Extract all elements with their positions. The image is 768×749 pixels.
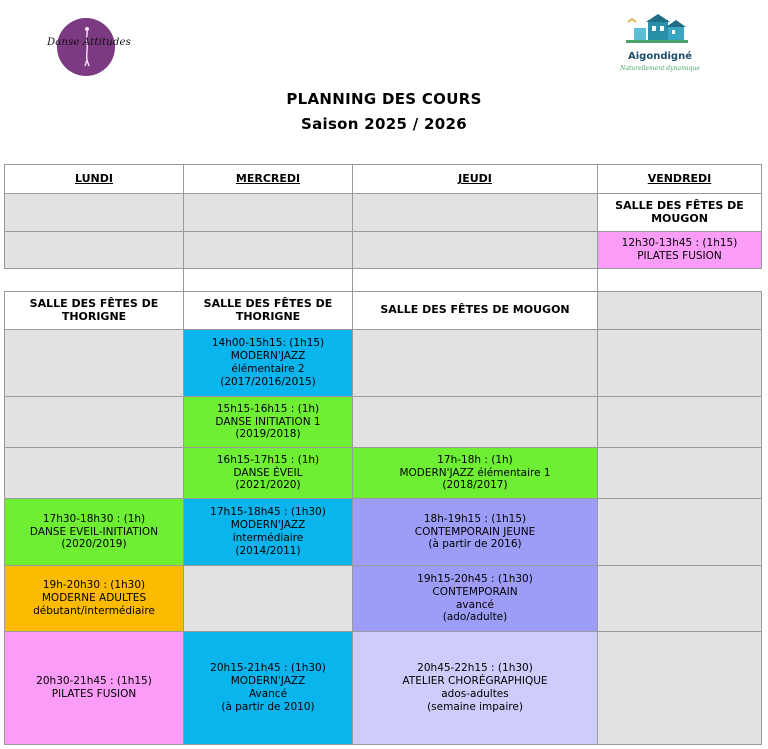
course-years: (à partir de 2010) — [221, 700, 315, 713]
course-level: Avancé — [248, 688, 288, 700]
empty-cell — [4, 447, 184, 499]
course-time: 12h30-13h45 : (1h15) — [621, 237, 738, 250]
course-mer-modern-elem2 — [183, 329, 353, 397]
course-time: 14h00-15h15: (1h15) — [211, 337, 325, 350]
empty-cell — [183, 193, 353, 232]
empty-cell — [352, 231, 598, 269]
course-mer-initiation1 — [183, 396, 353, 448]
course-time: 19h-20h30 : (1h30) — [42, 579, 146, 592]
houses-icon — [622, 14, 692, 48]
course-time: 20h30-21h45 : (1h15) — [36, 675, 152, 688]
course-years: (2018/2017) — [442, 479, 508, 492]
venue-vendredi: SALLE DES FÊTES DE MOUGON — [597, 193, 762, 232]
course-vendredi-pilates — [597, 231, 762, 269]
page-subtitle: Saison 2025 / 2026 — [300, 115, 468, 133]
course-name: MODERN'JAZZ — [230, 350, 306, 363]
course-name: MODERNE ADULTES — [41, 592, 147, 605]
course-years: (ado/adulte) — [442, 611, 508, 624]
course-level: intermédiaire — [232, 532, 304, 544]
empty-cell — [597, 396, 762, 448]
empty-cell — [352, 193, 598, 232]
danse-attitudes-logo — [34, 18, 144, 78]
course-time: 17h15-18h45 : (1h30) — [210, 506, 326, 519]
course-mer-eveil — [183, 447, 353, 499]
course-time: 17h30-18h30 : (1h) — [42, 512, 146, 525]
empty-cell — [4, 396, 184, 448]
course-years: (2017/2016/2015) — [220, 375, 316, 388]
course-time: 19h15-20h45 : (1h30) — [417, 572, 533, 585]
aigondigne-logo — [600, 10, 720, 74]
course-name: DANSE EVEIL-INITIATION — [29, 525, 159, 538]
empty-cell — [4, 329, 184, 397]
course-years: (à partir de 2016) — [428, 538, 522, 551]
empty-cell — [597, 498, 762, 566]
course-name: PILATES FUSION — [637, 250, 722, 262]
empty-cell — [183, 231, 353, 269]
empty-cell — [4, 231, 184, 269]
course-mer-modern-avance — [183, 631, 353, 745]
course-jeu-modern-elem1 — [352, 447, 598, 499]
course-level: élémentaire 2 — [231, 363, 305, 375]
course-years: (2019/2018) — [235, 428, 301, 441]
venue-jeudi: SALLE DES FÊTES DE MOUGON — [352, 291, 598, 330]
course-level: avancé — [456, 598, 494, 611]
course-jeu-contemporain-jeune — [352, 498, 598, 566]
course-jeu-atelier-choregraphique — [352, 631, 598, 745]
course-time: 16h15-17h15 : (1h) — [216, 453, 320, 466]
empty-cell — [597, 631, 762, 745]
empty-cell — [183, 565, 353, 632]
course-name: MODERN'JAZZ — [230, 519, 306, 532]
course-note: (semaine impaire) — [427, 700, 523, 713]
empty-cell — [597, 565, 762, 632]
course-time: 15h15-16h15 : (1h) — [216, 402, 320, 415]
logo-tagline: Naturellement dynamique — [620, 65, 700, 72]
header-lundi: LUNDI — [4, 164, 184, 194]
header-mercredi: MERCREDI — [183, 164, 353, 194]
venue-mercredi: SALLE DES FÊTES DE THORIGNE — [183, 291, 353, 330]
course-jeu-contemporain-avance — [352, 565, 598, 632]
empty-cell — [597, 329, 762, 397]
course-time: 20h15-21h45 : (1h30) — [210, 662, 326, 675]
course-name: MODERN'JAZZ élémentaire 1 — [399, 466, 551, 479]
header-jeudi: JEUDI — [352, 164, 598, 194]
empty-cell — [597, 291, 762, 330]
venue-lundi: SALLE DES FÊTES DE THORIGNE — [4, 291, 184, 330]
header-vendredi: VENDREDI — [597, 164, 762, 194]
spacer-cell — [352, 268, 598, 292]
empty-cell — [352, 396, 598, 448]
empty-cell — [4, 193, 184, 232]
spacer-cell — [183, 268, 353, 292]
course-time: 17h-18h : (1h) — [437, 453, 513, 466]
course-name: DANSE INITIATION 1 — [215, 415, 321, 428]
logo-text: Danse Attitudes — [47, 37, 131, 48]
course-years: (2021/2020) — [235, 479, 301, 492]
course-name: CONTEMPORAIN JEUNE — [414, 525, 536, 538]
course-years: (2020/2019) — [61, 538, 127, 551]
course-name: MODERN'JAZZ — [230, 675, 306, 688]
course-level: débutant/intermédiaire — [33, 604, 155, 617]
course-name: ATELIER CHORÉGRAPHIQUE ados-adultes — [402, 675, 548, 700]
course-name: PILATES FUSION — [51, 688, 137, 700]
course-lun-eveil-initiation — [4, 498, 184, 566]
course-time: 18h-19h15 : (1h15) — [423, 512, 527, 525]
course-name: CONTEMPORAIN — [432, 585, 518, 598]
course-lun-pilates — [4, 631, 184, 745]
empty-cell — [597, 447, 762, 499]
page-title: PLANNING DES COURS — [286, 90, 482, 108]
course-name: DANSE ÉVEIL — [233, 466, 303, 479]
course-mer-modern-inter — [183, 498, 353, 566]
course-time: 20h45-22h15 : (1h30) — [417, 662, 533, 675]
logo-name: Aigondigné — [628, 51, 692, 62]
course-years: (2014/2011) — [235, 544, 301, 557]
empty-cell — [352, 329, 598, 397]
course-lun-moderne-adultes — [4, 565, 184, 632]
